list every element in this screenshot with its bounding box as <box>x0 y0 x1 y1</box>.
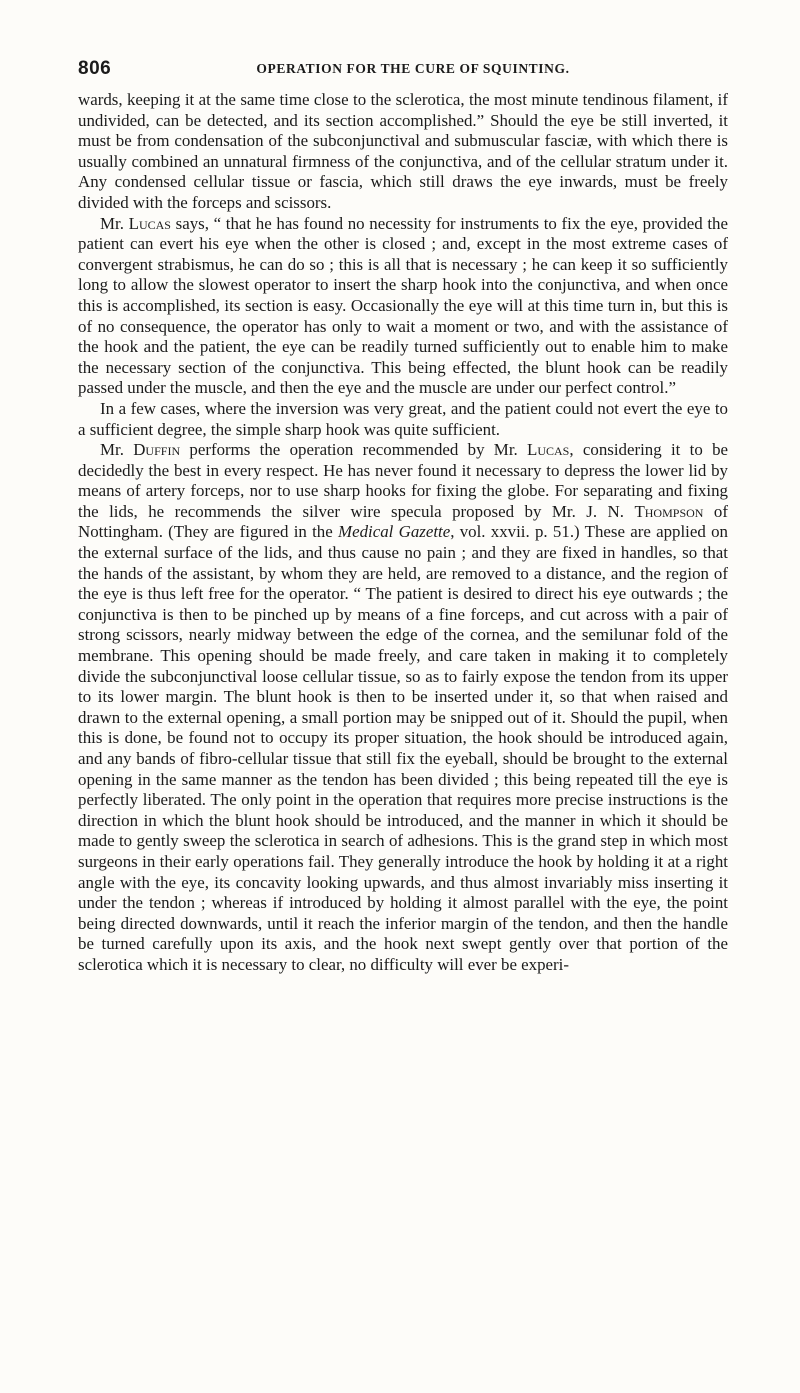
paragraph-1 <box>78 90 728 214</box>
paragraph-2-text: says, “ that he has found no necessity for instruments to fix the eye, provided the patient can evert his eye when the other is closed ; and, except in the most extreme cases of convergent strabismus, he can do so ; this is all that is necessary ; he can keep it so sufficiently long to allow the slowest operator to insert the sharp hook into the conjunctiva, and when once this is accomplished, its section is easy. Occasionally the eye will at this time turn in, but this is of no consequence, the operator has only to wait a moment or two, and with the assistance of the hook and the patient, the eye can be readily turned sufficiently out to enable him to make the necessary section of the conjunctiva. This being effected, the blunt hook can be readily passed under the muscle, and then the eye and the muscle are under our perfect control.” <box>78 213 729 398</box>
paragraph-4-text-d: , vol. xxvii. p. 51.) These are applied on the external surface of the lids, and thus cause no pain ; and they are fixed in handles, so that the hands of the assistant, by whom they are held, are removed to a distance, and the region of the eye is thus left free for the operator. “ The patient is desired to direct his eye outwards ; the conjunctiva is then to be pinched up by means of a fine forceps, and cut across with a pair of strong scissors, nearly midway between the edge of the cornea, and the semilunar fold of the membrane. This opening should be made freely, and care taken in making it to completely divide the subconjunctival loose cellular tissue, so as to fairly expose the tendon from its upper to its lower margin. The blunt hook is then to be inserted under it, so that when raised and drawn to the external opening, a small portion may be snipped out of it. Should the pupil, when this is done, be found not to occupy its proper situation, the hook should be introduced again, and any bands of fibro-cellular tissue that still fix the eyeball, should be brought to the external opening in the same manner as the tendon has been divided ; this being repeated till the eye is perfectly liberated. The only point in the operation that requires more precise instructions is the direction in which the blunt hook should be introduced, and the manner in which it should be made to gently sweep the sclerotica in search of adhesions. This is the grand step in which most surgeons in their early operations fail. They generally introduce the hook by holding it at a right angle with the eye, its concavity looking upwards, and thus almost invariably miss inserting it under the tendon ; whereas if introduced by holding it almost parallel with the eye, the point being directed downwards, until it reach the inferior margin of the tendon, and then the handle be turned carefully upon its axis, and the hook next swept gently over that portion of the sclerotica which it is necessary to clear, no difficulty will ever be experi- <box>78 522 728 974</box>
name-lucas-2: Lucas <box>527 440 570 460</box>
paragraph-4-text-c: of Nottingham. (They are figured in the <box>78 501 728 542</box>
paragraph-4 <box>78 440 728 975</box>
paragraph-1-text: wards, keeping it at the same time close to the sclerotica, the most minute tendinous filament, if undivided, can be detected, and its section accomplished.” Should the eye be still inverted, it must be from condensation of the subconjunctival and submuscular fasciæ, with which there is usually combined an unnatural firmness of the conjunctiva, and of the cellular stratum under it. Any condensed cellular tissue or fascia, which still draws the eye inwards, must be freely divided with the forceps and scissors. <box>78 90 728 212</box>
name-lucas: Lucas <box>128 213 171 233</box>
paragraph-4-text-a: performs the operation recommended by Mr. <box>180 440 528 460</box>
body-text <box>78 90 728 976</box>
paragraph-2-prefix: Mr. <box>100 213 129 233</box>
name-thompson: Thompson <box>634 501 704 521</box>
page-number: 806 <box>78 58 112 79</box>
paragraph-3 <box>78 399 728 440</box>
paragraph-4-prefix: Mr. <box>100 440 134 460</box>
running-head <box>78 58 728 82</box>
paragraph-2 <box>78 214 728 399</box>
paragraph-3-text: In a few cases, where the inversion was very great, and the patient could not evert the eye to a sufficient degree, the simple sharp hook was quite sufficient. <box>78 398 728 439</box>
name-duffin: Duffin <box>133 440 181 460</box>
running-title: OPERATION FOR THE CURE OF SQUINTING. <box>256 61 570 76</box>
journal-title: Medical Gazette <box>338 522 451 542</box>
book-page <box>78 58 728 976</box>
paragraph-4-text-b: , considering it to be decidedly the best in every respect. He has never found it necessary to depress the lower lid by means of artery forceps, nor to use sharp hooks for fixing the globe. For separating and fixing the lids, he recommends the silver wire specula proposed by Mr. J. N. <box>78 440 729 521</box>
